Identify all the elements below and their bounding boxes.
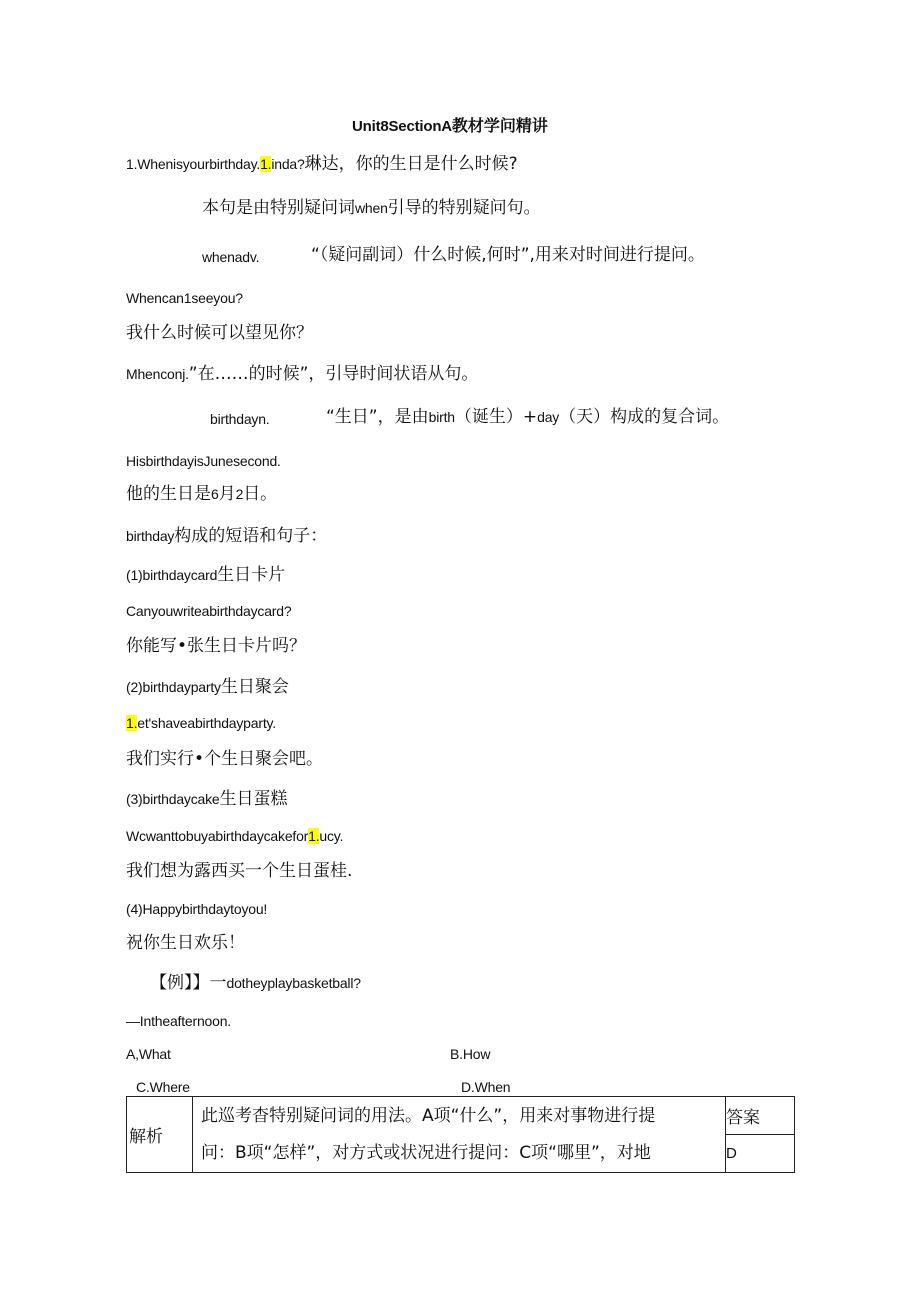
phrase-3-example-en — [126, 829, 343, 843]
phrases-intro — [126, 528, 327, 545]
analysis-line-1: 此巡考杳特别疑问词的用法。A项“什么”，用来对事物进行提 — [201, 1105, 656, 1126]
phrase-4-en: (4)Happybirthdaytoyou! — [126, 901, 268, 917]
highlight-mark: 1. — [308, 828, 320, 844]
page-title — [352, 118, 548, 134]
explanation-1-b: 引导的特别疑问句。 — [387, 198, 541, 218]
analysis-table — [126, 1096, 795, 1173]
phrase-2-en: (2)birthdayparty — [126, 679, 221, 695]
phrase-2-example-text: et'shaveabirthdayparty. — [137, 715, 276, 731]
highlight-mark: 1. — [260, 156, 272, 172]
phrase-1-en: (1)birthdaycard — [126, 567, 218, 583]
analysis-line-2: 问：B项“怎样”，对方式或状况进行提问：C项“哪里”，对地 — [201, 1142, 651, 1163]
option-d: D.When — [461, 1079, 511, 1095]
example-question-text: dotheyplaybasketball? — [226, 975, 361, 991]
title-english: Unit8SectionA — [352, 118, 452, 135]
analysis-body — [193, 1097, 726, 1173]
phrase-3-example-zh: 我们想为露西买一个生日蛋桂. — [126, 861, 353, 881]
birthday-n-term: birthdayn. — [210, 411, 270, 427]
phrase-1-example-zh: 你能写•张生日卡片吗？ — [126, 636, 307, 656]
analysis-label: 解析 — [127, 1097, 193, 1173]
question-1-text: 1.Whenisyourbirthday. — [126, 156, 261, 172]
phrase-2-zh: 生日聚会 — [220, 677, 289, 697]
highlight-mark: 1. — [126, 715, 138, 731]
question-1-translation: 琳达，你的生日是什么时候? — [304, 154, 518, 174]
example-2-en: HisbirthdayisJunesecond. — [126, 453, 281, 469]
ex2-zh-day: 2 — [235, 486, 244, 502]
phrase-2-example-zh: 我们实行•个生日聚会吧。 — [126, 749, 324, 769]
example-1-zh: 我什么时候可以望见你？ — [126, 323, 313, 343]
explanation-1-en: when — [355, 200, 388, 216]
birthday-def-birth: birth — [428, 409, 455, 425]
phrase-4-zh: 祝你生日欢乐！ — [126, 933, 245, 953]
option-a: A,What — [126, 1046, 171, 1062]
phrases-intro-zh: 构成的短语和句子： — [174, 526, 328, 546]
ex2-zh-b: 月 — [218, 484, 236, 504]
example-answer-line: —Intheafternoon. — [126, 1013, 231, 1029]
phrase-3-en: (3)birthdaycake — [126, 791, 220, 807]
ex2-zh-c: 日。 — [243, 484, 278, 504]
phrase-2 — [126, 679, 289, 696]
ex2-zh-month: 6 — [211, 486, 219, 502]
birthday-def-b4: （天）构成的复合词。 — [559, 407, 730, 427]
phrase-3-zh: 生日蛋糕 — [219, 789, 288, 809]
birthday-n-definition — [326, 409, 729, 426]
example-question — [150, 975, 361, 992]
phrase-3-example-b: ucy. — [319, 828, 344, 844]
birthday-def-day: day — [537, 409, 560, 425]
explanation-1 — [202, 200, 541, 217]
question-1-text-cont: inda? — [271, 156, 305, 172]
when-adv-definition: “（疑问副词）什么时候,何时”,用来对时间进行提问。 — [311, 245, 705, 265]
explanation-1-a: 本句是由特别疑问词 — [202, 198, 355, 218]
question-1 — [126, 156, 518, 173]
title-chinese: 教材学问精讲 — [451, 116, 548, 135]
birthday-def-a: “生日”，是由 — [326, 407, 429, 427]
phrase-2-example-en — [126, 716, 276, 730]
when-conj — [126, 366, 478, 383]
phrase-3-example-a: Wcwanttobuyabirthdaycakefor — [126, 828, 309, 844]
ex2-zh-a: 他的生日是 — [126, 484, 211, 504]
phrase-1 — [126, 567, 285, 584]
answer-label: 答案 — [726, 1097, 795, 1135]
when-adv-term: whenadv. — [202, 249, 260, 265]
option-c: C.Where — [136, 1079, 190, 1095]
phrases-intro-en: birthday — [126, 528, 175, 544]
example-2-zh — [126, 486, 277, 503]
when-conj-definition: ”在……的时候”，引导时间状语从句。 — [188, 364, 479, 384]
example-label: 【例】】一 — [150, 973, 227, 993]
option-b: B.How — [450, 1046, 491, 1062]
phrase-1-example-en: Canyouwriteabirthdaycard? — [126, 603, 292, 619]
phrase-1-zh: 生日卡片 — [217, 565, 286, 585]
phrase-3 — [126, 791, 288, 808]
answer-value: D — [726, 1135, 795, 1173]
example-1-en: Whencan1seeyou? — [126, 290, 243, 306]
birthday-def-b2: （诞生）+ — [454, 407, 538, 427]
when-conj-term: Mhenconj. — [126, 366, 189, 382]
